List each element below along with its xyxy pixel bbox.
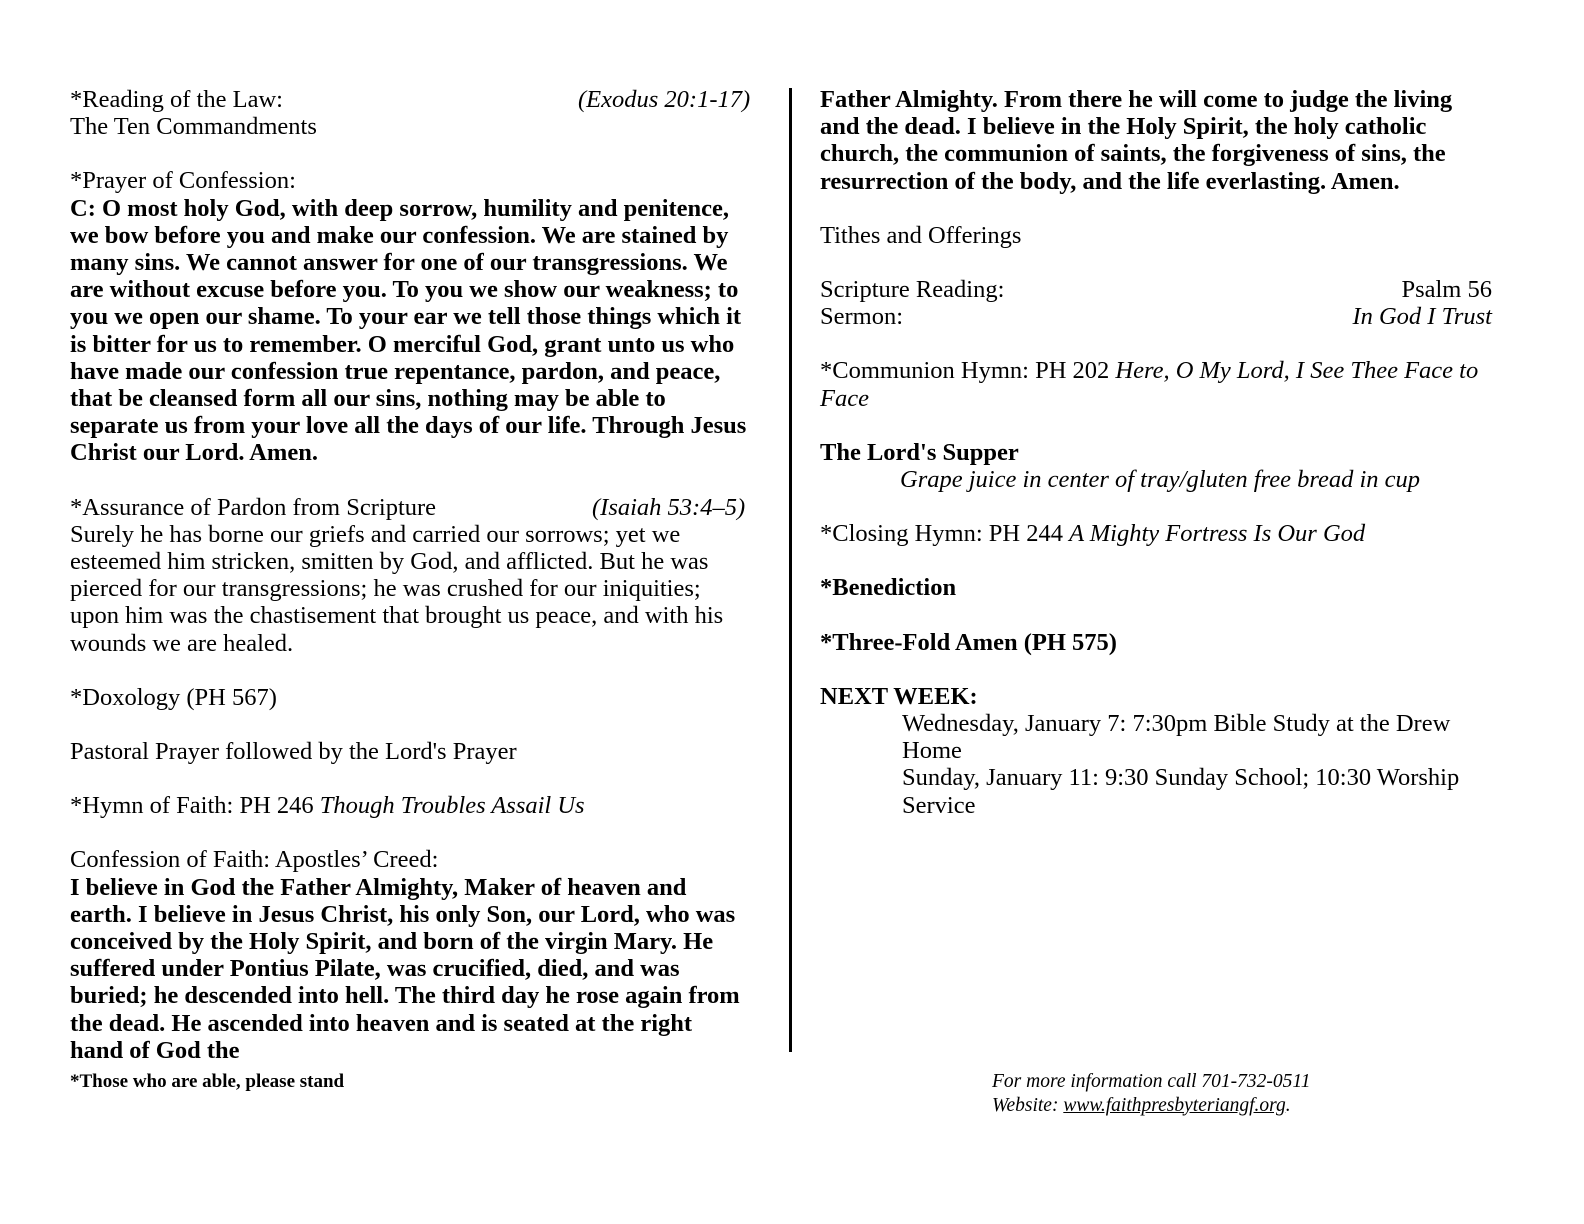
- prayer-of-confession-title: *Prayer of Confession:: [70, 167, 296, 195]
- ten-commandments-subtitle: The Ten Commandments: [70, 113, 317, 141]
- communion-hymn-line: [820, 357, 1492, 411]
- contact-footer: [992, 1070, 1512, 1117]
- closing-hymn-line: [820, 520, 1492, 547]
- scripture-reading-row: [820, 276, 1492, 303]
- pastoral-prayer-line: Pastoral Prayer followed by the Lord's Prayer: [70, 738, 517, 766]
- website-label: Website:: [992, 1094, 1064, 1116]
- communion-hymn-label: *Communion Hymn: PH 202: [820, 357, 1116, 385]
- assurance-of-pardon-title-row: [70, 494, 748, 521]
- lords-supper-note: Grape juice in center of tray/gluten free bread in cup: [900, 466, 1421, 494]
- creed-continued-body: Father Almighty. From there he will come to judge the living and the dead. I believe in the Holy Spirit, the holy catholic church, the communion of saints, the forgiveness of sins, the resurrection of the body, and the life everlasting. Amen.: [820, 86, 1453, 195]
- contact-website-line: [992, 1094, 1512, 1118]
- hymn-of-faith-label: *Hymn of Faith: PH 246: [70, 792, 320, 820]
- scripture-reading-value: Psalm 56: [1401, 276, 1492, 304]
- sermon-value: In God I Trust: [1352, 303, 1492, 331]
- prayer-of-confession-body: C: O most holy God, with deep sorrow, humility and penitence, we bow before you and make our confession. We are stained by many sins. We cannot answer for one of our transgressions. We are without excuse before you. To you we show our weakness; to you we open our shame. To your ear we tell those things which it is bitter for us to remember. O merciful God, grant unto us who have made our confession true repentance, pardon, and peace, that be cleansed form all our sins, nothing may be able to separate us from your love all the days of our life. Through Jesus Christ our Lord. Amen.: [70, 194, 747, 467]
- left-column: [70, 86, 751, 1064]
- right-column: [820, 86, 1492, 819]
- assurance-of-pardon-body: Surely he has borne our griefs and carried our sorrows; yet we esteemed him stricken, smitten by God, and afflicted. But he was pierced for our transgressions; he was crushed for our iniquities; upon him was the chastisement that brought us peace, and with his wounds we are healed.: [70, 520, 724, 657]
- benediction-line: *Benediction: [820, 574, 957, 602]
- assurance-of-pardon-reference: (Isaiah 53:4–5): [592, 493, 746, 521]
- tithes-and-offerings-line: Tithes and Offerings: [820, 221, 1022, 249]
- reading-of-law-title-row: [70, 86, 751, 113]
- closing-hymn-title: A Mighty Fortress Is Our God: [1069, 520, 1366, 548]
- next-week-heading: NEXT WEEK:: [820, 682, 978, 710]
- website-period: .: [1285, 1094, 1291, 1116]
- confession-of-faith-title: Confession of Faith: Apostles’ Creed:: [70, 846, 439, 874]
- closing-hymn-label: *Closing Hymn: PH 244: [820, 520, 1070, 548]
- reading-of-law-reference: (Exodus 20:1-17): [578, 86, 751, 113]
- next-week-item: Sunday, January 11: 9:30 Sunday School; 10:30 Worship Service: [902, 764, 1460, 819]
- hymn-of-faith-title: Though Troubles Assail Us: [319, 792, 585, 820]
- three-fold-amen-line: *Three-Fold Amen (PH 575): [820, 628, 1117, 656]
- doxology-line: *Doxology (PH 567): [70, 683, 277, 711]
- sermon-row: [820, 303, 1492, 330]
- standing-footnote: *Those who are able, please stand: [70, 1071, 345, 1092]
- communion-hymn-title: Here, O My Lord, I See Thee Face to Face: [820, 357, 1479, 412]
- column-divider: [789, 88, 792, 1052]
- scripture-reading-label: Scripture Reading:: [820, 276, 1005, 304]
- next-week-item: Wednesday, January 7: 7:30pm Bible Study at the Drew Home: [902, 710, 1451, 765]
- sermon-label: Sermon:: [820, 303, 904, 331]
- hymn-of-faith-line: [70, 792, 748, 819]
- confession-of-faith-body: I believe in God the Father Almighty, Maker of heaven and earth. I believe in Jesus Christ, his only Son, our Lord, who was conceived by the Holy Spirit, and born of the virgin Mary. He suffered under Pontius Pilate, was crucified, died, and was buried; he descended into hell. The third day he rose again from the dead. He ascended into heaven and is seated at the right hand of God the: [70, 873, 740, 1064]
- website-url[interactable]: www.faithpresbyteriangf.org: [1063, 1094, 1286, 1116]
- assurance-of-pardon-title: *Assurance of Pardon from Scripture: [70, 493, 437, 521]
- lords-supper-title: The Lord's Supper: [820, 438, 1019, 466]
- contact-phone-line: For more information call 701-732-0511: [992, 1071, 1311, 1092]
- reading-of-law-title: *Reading of the Law:: [70, 86, 283, 113]
